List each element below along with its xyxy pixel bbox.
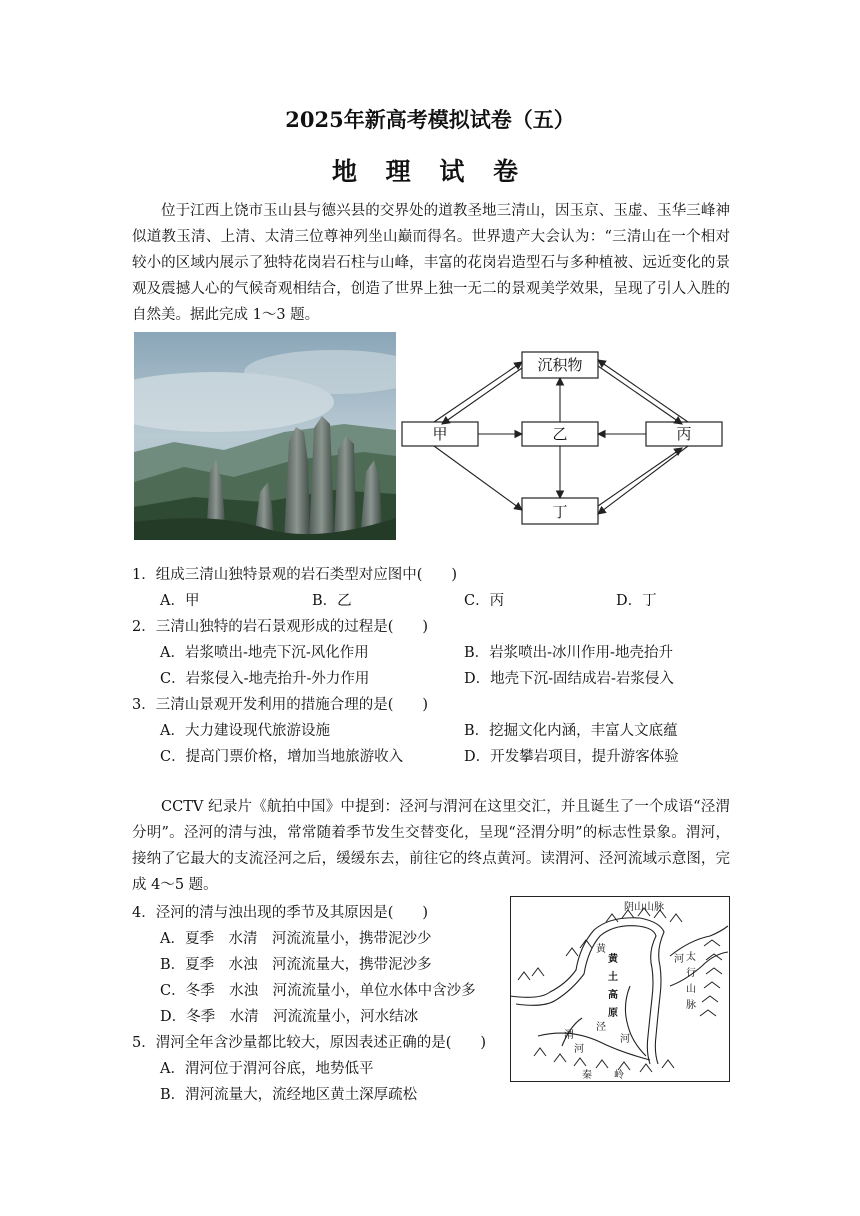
q2-option-a: A．岩浆喷出-地壳下沉-风化作用 <box>160 645 369 661</box>
q1-option-d: D．丁 <box>616 593 657 609</box>
q4-option-d: D．冬季 水清 河流流量小，河水结冰 <box>160 1009 419 1025</box>
label-plateau-3: 高 <box>608 990 618 1001</box>
label-qinling-1: 秦 <box>582 1070 592 1081</box>
q3-option-c: C．提高门票价格，增加当地旅游收入 <box>160 749 404 765</box>
label-bing: 丙 <box>676 425 692 443</box>
label-sediment: 沉积物 <box>537 356 583 374</box>
label-taihang-4: 脉 <box>686 1000 696 1011</box>
question-4-stem: 4．泾河的清与浊出现的季节及其原因是( ) <box>132 905 429 921</box>
question-5-stem: 5．渭河全年含沙量都比较大，原因表述正确的是( ) <box>132 1035 487 1051</box>
label-yi: 乙 <box>552 425 568 443</box>
label-plateau-4: 原 <box>608 1008 618 1019</box>
label-huang: 黄 <box>596 944 606 955</box>
q3-option-b: B．挖掘文化内涵，丰富人文底蕴 <box>464 723 678 739</box>
label-plateau-2: 土 <box>608 972 618 983</box>
label-wei-1: 渭 <box>564 1030 574 1041</box>
q5-option-b: B．渭河流量大，流经地区黄土深厚疏松 <box>160 1087 418 1103</box>
q3-option-d: D．开发攀岩项目，提升游客体验 <box>464 749 679 765</box>
wei-jing-river-map <box>510 896 730 1082</box>
label-jia: 甲 <box>432 425 448 443</box>
label-wei-2: 河 <box>574 1044 584 1055</box>
q2-option-d: D．地壳下沉-固结成岩-岩浆侵入 <box>464 671 674 687</box>
q4-option-b: B．夏季 水浊 河流流量大，携带泥沙多 <box>160 957 432 973</box>
q4-option-a: A．夏季 水清 河流流量小，携带泥沙少 <box>160 931 432 947</box>
passage-jing-wei: CCTV 纪录片《航拍中国》中提到：泾河与渭河在这里交汇，并且诞生了一个成语“泾渭分明”。泾河的清与浊，常常随着季节发生交替变化，呈现“泾渭分明”的标志性景象。渭河，接纳了它最大的支流泾河之后，缓缓东去，前往它的终点黄河。读渭河、泾河流域示意图，完成 4～5 题。 <box>132 799 730 893</box>
passage-sanqingshan: 位于江西上饶市玉山县与德兴县的交界处的道教圣地三清山，因玉京、玉虚、玉华三峰神似道教玉清、上清、太清三位尊神列坐山巅而得名。世界遗产大会认为：“三清山在一个相对较小的区域内展示了独特花岗岩石柱与山峰，丰富的花岗岩造型石与多种植被、远近变化的景观及震撼人心的气候奇观相结合，创造了世界上独一无二的景观美学效果，呈现了引人入胜的自然美。据此完成 1～3 题。 <box>132 203 730 323</box>
q4-option-c: C．冬季 水浊 河流流量小，单位水体中含沙多 <box>160 983 476 999</box>
label-plateau-1: 黄 <box>608 954 618 965</box>
q1-option-c: C．丙 <box>464 593 505 609</box>
label-qinling-2: 岭 <box>614 1070 624 1081</box>
q1-option-b: B．乙 <box>312 593 352 609</box>
label-taihang-3: 山 <box>686 984 696 995</box>
q5-option-a: A．渭河位于渭河谷底，地势低平 <box>160 1061 374 1077</box>
label-he-right: 河 <box>674 954 684 965</box>
q2-option-b: B．岩浆喷出-冰川作用-地壳抬升 <box>464 645 673 661</box>
question-3-stem: 3．三清山景观开发利用的措施合理的是( ) <box>132 697 429 713</box>
label-ding: 丁 <box>552 503 568 521</box>
label-taihang-2: 行 <box>686 968 696 979</box>
sanqingshan-photo <box>134 332 396 540</box>
exam-title: 2025年新高考模拟试卷（五） <box>285 107 575 132</box>
q2-option-c: C．岩浆侵入-地壳抬升-外力作用 <box>160 671 370 687</box>
rock-cycle-diagram <box>398 346 724 528</box>
q3-option-a: A．大力建设现代旅游设施 <box>160 723 330 739</box>
q1-option-a: A．甲 <box>160 593 200 609</box>
label-jing-2: 河 <box>620 1034 630 1045</box>
label-jing-1: 泾 <box>596 1022 606 1033</box>
subject-title: 地 理 试 卷 <box>331 157 529 186</box>
label-taihang-1: 太 <box>686 952 696 963</box>
label-yinshan: 阴山山脉 <box>624 902 664 913</box>
question-1-stem: 1．组成三清山独特景观的岩石类型对应图中( ) <box>132 567 458 583</box>
question-2-stem: 2．三清山独特的岩石景观形成的过程是( ) <box>132 619 429 635</box>
